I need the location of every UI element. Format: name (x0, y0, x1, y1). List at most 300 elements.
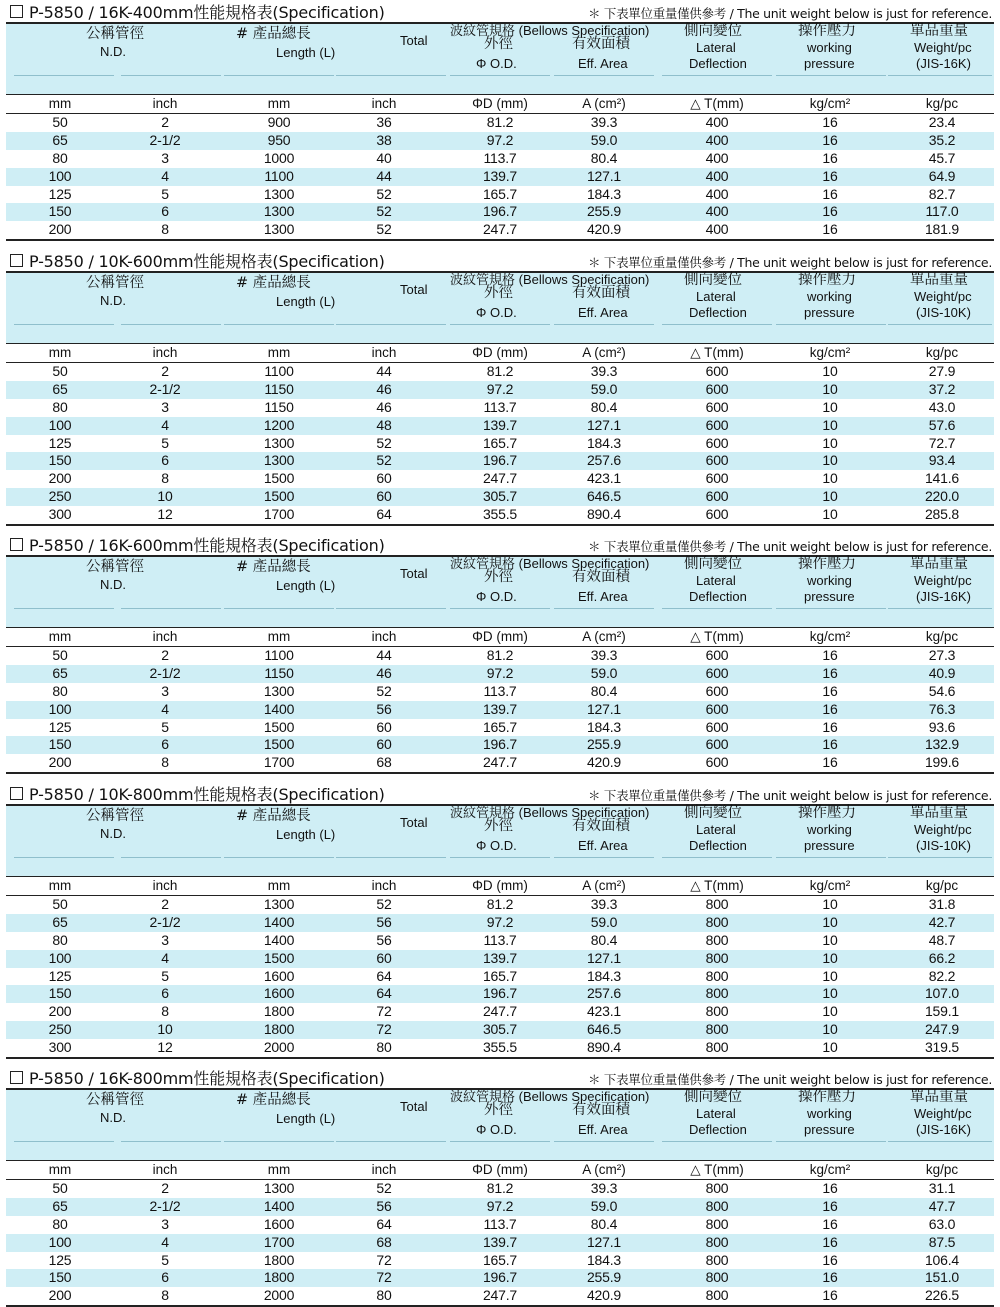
table-cell: 82.2 (928, 967, 956, 984)
table-cell: 355.5 (482, 1039, 518, 1056)
table-cell: 255.9 (586, 1269, 622, 1286)
table-cell: 52 (376, 1180, 392, 1196)
table-cell: 125 (48, 434, 72, 451)
table-cell: 8 (161, 1287, 169, 1304)
table-cell: 3 (161, 149, 169, 166)
table-cell: 44 (376, 363, 392, 379)
table-cell: 66.2 (928, 949, 956, 966)
table-cell: 3 (161, 682, 169, 699)
od-label-en: Φ O.D. (476, 589, 517, 604)
table-cell: 2000 (263, 1287, 295, 1304)
table-cell: 800 (705, 1215, 729, 1232)
table-cell: 81.2 (486, 647, 514, 663)
table-cell: 10 (157, 488, 173, 505)
table-cell: 113.7 (483, 149, 517, 166)
total-label: Total (400, 282, 428, 297)
nominal-label-cn: 公稱管徑 (86, 1092, 144, 1108)
table-cell: 31.1 (928, 1180, 956, 1196)
table-cell: 1800 (263, 1003, 295, 1020)
table-cell: 10 (157, 1021, 173, 1038)
spec-table-block (6, 249, 994, 526)
table-cell: 2-1/2 (149, 1197, 181, 1214)
table-row (6, 452, 994, 470)
nominal-label-cn: 公稱管徑 (86, 559, 144, 575)
table-cell: 80 (376, 1287, 392, 1304)
table-title (10, 782, 385, 805)
reference-note: ＊ 下表單位重量僅供參考 / The unit weight below is just for reference. (588, 1072, 992, 1087)
table-row (6, 381, 994, 399)
table-cell: 36 (376, 114, 392, 130)
table-cell: 80 (52, 682, 68, 699)
table-title (10, 0, 385, 23)
unit-label: △ T(mm) (690, 1162, 744, 1177)
checkbox-icon (10, 5, 23, 18)
table-cell: 37.2 (928, 380, 956, 397)
table-cell: 1150 (264, 398, 294, 415)
table-cell: 127.1 (586, 700, 622, 717)
lateral-label-en1: Lateral (696, 822, 736, 837)
table-row (6, 950, 994, 968)
table-cell: 16 (822, 1233, 838, 1250)
table-title-text: P-5850 / 10K-800mm性能規格表(Specification) (29, 785, 385, 804)
table-cell: 1700 (263, 754, 295, 771)
table-cell: 600 (705, 470, 729, 487)
table-cell: 16 (822, 221, 838, 238)
weight-label-cn: 單品重量 (910, 23, 968, 39)
table-row (6, 168, 994, 186)
table-cell: 12 (157, 1039, 173, 1056)
header-divider (662, 1141, 772, 1142)
checkbox-icon (10, 787, 23, 800)
header-divider (224, 608, 334, 609)
table-row (6, 221, 994, 239)
area-label-cn: 有效面積 (572, 1102, 630, 1118)
table-cell: 23.4 (928, 114, 956, 130)
table-cell: 600 (705, 664, 729, 681)
table-cell: 150 (48, 985, 72, 1002)
table-row (6, 1039, 994, 1057)
table-cell: 800 (705, 1003, 729, 1020)
table-header (6, 804, 994, 876)
header-divider (662, 857, 772, 858)
nominal-label-en: N.D. (100, 826, 126, 841)
header-divider (336, 75, 446, 76)
table-cell: 1300 (263, 896, 295, 912)
units-row (6, 1160, 994, 1180)
length-label-cn: # 產品總長 (236, 275, 311, 291)
table-row (6, 114, 994, 132)
table-cell: 151.0 (924, 1269, 960, 1286)
table-cell: 65 (52, 664, 68, 681)
length-label-en: Length (L) (276, 827, 336, 842)
unit-label: inch (371, 96, 397, 111)
table-cell: 250 (48, 1021, 72, 1038)
table-cell: 890.4 (586, 1039, 622, 1056)
table-title-text: P-5850 / 10K-600mm性能規格表(Specification) (29, 252, 385, 271)
table-cell: 5 (161, 434, 169, 451)
table-cell: 64 (376, 967, 392, 984)
lateral-label-cn: 側向變位 (684, 556, 742, 572)
area-label-en: Eff. Area (578, 305, 628, 320)
nominal-label-en: N.D. (100, 577, 126, 592)
weight-standard: (JIS-16K) (916, 589, 971, 604)
table-cell: 1600 (263, 1215, 295, 1232)
unit-label: mm (48, 878, 72, 893)
table-row (6, 203, 994, 221)
table-cell: 200 (48, 1287, 72, 1304)
table-cell: 39.3 (590, 1180, 618, 1196)
unit-label: △ T(mm) (690, 629, 744, 644)
table-row (6, 399, 994, 417)
table-cell: 1600 (263, 967, 295, 984)
table-cell: 107.0 (924, 985, 960, 1002)
table-cell: 127.1 (586, 167, 622, 184)
table-row (6, 1180, 994, 1198)
table-cell: 800 (705, 1233, 729, 1250)
table-cell: 16 (822, 203, 838, 220)
unit-label: kg/cm² (809, 1162, 851, 1177)
table-cell: 57.6 (928, 416, 956, 433)
table-row (6, 1252, 994, 1270)
weight-label-en: Weight/pc (914, 40, 972, 55)
table-cell: 42.7 (928, 913, 956, 930)
table-cell: 800 (705, 1039, 729, 1056)
table-cell: 10 (822, 949, 838, 966)
nominal-label-en: N.D. (100, 1110, 126, 1125)
table-cell: 65 (52, 913, 68, 930)
table-cell: 10 (822, 1003, 838, 1020)
table-cell: 65 (52, 1197, 68, 1214)
table-cell: 97.2 (486, 1197, 514, 1214)
lateral-label-en1: Lateral (696, 289, 736, 304)
table-cell: 1800 (263, 1269, 295, 1286)
weight-label-en: Weight/pc (914, 573, 972, 588)
table-cell: 600 (705, 398, 729, 415)
table-cell: 600 (705, 434, 729, 451)
table-body (6, 1180, 994, 1307)
table-cell: 600 (705, 682, 729, 699)
header-divider (450, 608, 550, 609)
unit-label: A (cm²) (582, 629, 626, 644)
table-title (10, 533, 385, 556)
table-title-text: P-5850 / 16K-600mm性能規格表(Specification) (29, 536, 385, 555)
table-cell: 16 (822, 167, 838, 184)
table-cell: 800 (705, 1251, 729, 1268)
unit-label: inch (152, 1162, 178, 1177)
units-row (6, 627, 994, 647)
area-label-en: Eff. Area (578, 838, 628, 853)
table-cell: 50 (52, 647, 68, 663)
table-row (6, 1216, 994, 1234)
table-cell: 1400 (263, 931, 295, 948)
table-cell: 93.4 (928, 452, 956, 469)
table-cell: 1400 (263, 1197, 295, 1214)
table-cell: 97.2 (486, 913, 514, 930)
pressure-label-en1: working (807, 822, 852, 837)
table-cell: 200 (48, 221, 72, 238)
table-cell: 10 (822, 470, 838, 487)
nominal-label-cn: 公稱管徑 (86, 808, 144, 824)
table-cell: 10 (822, 452, 838, 469)
area-label-cn: 有效面積 (572, 285, 630, 301)
table-cell: 196.7 (482, 736, 518, 753)
table-cell: 400 (705, 167, 729, 184)
table-cell: 165.7 (482, 185, 518, 202)
table-row (6, 701, 994, 719)
table-cell: 80 (52, 1215, 68, 1232)
table-cell: 10 (822, 380, 838, 397)
lateral-label-en1: Lateral (696, 573, 736, 588)
table-cell: 39.3 (590, 647, 618, 663)
reference-note: ＊ 下表單位重量僅供參考 / The unit weight below is just for reference. (588, 255, 992, 270)
table-cell: 43.0 (928, 398, 956, 415)
header-divider (554, 324, 654, 325)
table-cell: 4 (161, 949, 169, 966)
table-cell: 2 (161, 647, 169, 663)
table-cell: 48 (376, 416, 392, 433)
table-cell: 247.7 (482, 1287, 518, 1304)
table-cell: 16 (822, 1180, 838, 1196)
table-cell: 600 (705, 488, 729, 505)
area-label-cn: 有效面積 (572, 36, 630, 52)
pressure-label-cn: 操作壓力 (798, 272, 856, 288)
table-cell: 16 (822, 700, 838, 717)
table-cell: 16 (822, 718, 838, 735)
lateral-label-cn: 側向變位 (684, 1089, 742, 1105)
table-cell: 8 (161, 754, 169, 771)
table-cell: 6 (161, 452, 169, 469)
table-cell: 59.0 (590, 380, 618, 397)
table-cell: 56 (376, 913, 392, 930)
unit-label: kg/pc (925, 1162, 959, 1177)
unit-label: inch (371, 1162, 397, 1177)
header-divider (776, 75, 886, 76)
table-cell: 125 (48, 1251, 72, 1268)
table-row (6, 719, 994, 737)
area-label-en: Eff. Area (578, 56, 628, 71)
table-cell: 81.2 (486, 363, 514, 379)
table-row (6, 506, 994, 524)
table-cell: 400 (705, 149, 729, 166)
unit-label: kg/pc (925, 629, 959, 644)
unit-label: mm (267, 629, 291, 644)
table-cell: 52 (376, 896, 392, 912)
table-cell: 8 (161, 1003, 169, 1020)
table-cell: 646.5 (586, 488, 622, 505)
table-cell: 420.9 (586, 1287, 622, 1304)
bellows-spec-label: 波紋管規格 (Bellows Specification) (450, 556, 650, 571)
table-cell: 12 (157, 506, 173, 523)
header-divider (14, 1141, 114, 1142)
header-divider (554, 1141, 654, 1142)
table-cell: 10 (822, 985, 838, 1002)
table-cell: 184.3 (586, 185, 622, 202)
table-cell: 6 (161, 1269, 169, 1286)
pressure-label-en2: pressure (804, 305, 855, 320)
table-cell: 127.1 (586, 949, 622, 966)
table-cell: 2 (161, 114, 169, 130)
table-header (6, 271, 994, 343)
table-title-row (6, 0, 994, 22)
spec-table-block (6, 533, 994, 774)
table-title (10, 249, 385, 272)
table-cell: 5 (161, 185, 169, 202)
table-cell: 950 (267, 131, 291, 148)
table-cell: 93.6 (928, 718, 956, 735)
table-cell: 39.3 (590, 896, 618, 912)
table-cell: 16 (822, 149, 838, 166)
table-cell: 72 (376, 1021, 392, 1038)
length-label-cn: # 產品總長 (236, 559, 311, 575)
table-cell: 2-1/2 (149, 664, 181, 681)
table-title-row (6, 249, 994, 271)
table-cell: 800 (705, 1269, 729, 1286)
table-cell: 1000 (263, 149, 295, 166)
table-row (6, 754, 994, 772)
table-row (6, 470, 994, 488)
table-cell: 45.7 (928, 149, 956, 166)
pressure-label-en2: pressure (804, 56, 855, 71)
table-cell: 100 (48, 1233, 72, 1250)
table-cell: 255.9 (586, 736, 622, 753)
table-cell: 35.2 (928, 131, 956, 148)
table-cell: 56 (376, 700, 392, 717)
unit-label: inch (152, 345, 178, 360)
lateral-label-en2: Deflection (689, 838, 747, 853)
table-cell: 125 (48, 967, 72, 984)
area-label-cn: 有效面積 (572, 818, 630, 834)
unit-label: △ T(mm) (690, 345, 744, 360)
table-cell: 16 (822, 736, 838, 753)
table-cell: 6 (161, 736, 169, 753)
header-divider (888, 75, 992, 76)
pressure-label-en1: working (807, 573, 852, 588)
length-label-cn: # 產品總長 (236, 26, 311, 42)
header-divider (121, 75, 221, 76)
table-cell: 400 (705, 221, 729, 238)
table-cell: 800 (705, 949, 729, 966)
table-cell: 165.7 (482, 967, 518, 984)
table-cell: 1500 (263, 470, 295, 487)
weight-label-cn: 單品重量 (910, 272, 968, 288)
unit-label: kg/cm² (809, 96, 851, 111)
unit-label: mm (267, 878, 291, 893)
header-divider (450, 324, 550, 325)
pressure-label-en2: pressure (804, 589, 855, 604)
table-header (6, 22, 994, 94)
table-cell: 1500 (263, 736, 295, 753)
table-cell: 247.7 (482, 221, 518, 238)
table-cell: 113.7 (483, 682, 517, 699)
table-cell: 600 (705, 718, 729, 735)
table-cell: 1300 (263, 203, 295, 220)
total-label: Total (400, 33, 428, 48)
table-header (6, 1088, 994, 1160)
pressure-label-cn: 操作壓力 (798, 1089, 856, 1105)
header-divider (776, 324, 886, 325)
od-label-en: Φ O.D. (476, 838, 517, 853)
table-cell: 1500 (263, 488, 295, 505)
table-cell: 255.9 (586, 203, 622, 220)
table-cell: 184.3 (586, 967, 622, 984)
header-divider (121, 608, 221, 609)
reference-note: ＊ 下表單位重量僅供參考 / The unit weight below is just for reference. (588, 6, 992, 21)
table-cell: 80 (376, 1039, 392, 1056)
unit-label: inch (371, 629, 397, 644)
table-cell: 97.2 (486, 380, 514, 397)
table-cell: 800 (705, 985, 729, 1002)
spec-table-block (6, 0, 994, 241)
table-cell: 646.5 (586, 1021, 622, 1038)
header-divider (888, 324, 992, 325)
units-row (6, 876, 994, 896)
table-cell: 600 (705, 700, 729, 717)
table-cell: 38 (376, 131, 392, 148)
table-cell: 106.4 (924, 1251, 960, 1268)
table-cell: 81.2 (486, 114, 514, 130)
table-row (6, 1287, 994, 1305)
od-label-cn: 外徑 (484, 1102, 513, 1118)
table-cell: 139.7 (482, 167, 518, 184)
table-cell: 16 (822, 1215, 838, 1232)
table-cell: 600 (705, 363, 729, 379)
unit-label: A (cm²) (582, 878, 626, 893)
weight-label-cn: 單品重量 (910, 1089, 968, 1105)
table-cell: 139.7 (482, 949, 518, 966)
table-row (6, 932, 994, 950)
table-cell: 3 (161, 1215, 169, 1232)
table-cell: 4 (161, 700, 169, 717)
table-cell: 52 (376, 185, 392, 202)
table-cell: 141.6 (924, 470, 960, 487)
unit-label: △ T(mm) (690, 96, 744, 111)
table-cell: 46 (376, 380, 392, 397)
table-cell: 10 (822, 434, 838, 451)
table-row (6, 435, 994, 453)
table-cell: 80.4 (590, 1215, 618, 1232)
table-cell: 150 (48, 736, 72, 753)
unit-label: kg/pc (925, 96, 959, 111)
total-label: Total (400, 566, 428, 581)
lateral-label-en2: Deflection (689, 56, 747, 71)
table-row (6, 896, 994, 914)
table-cell: 247.7 (482, 1003, 518, 1020)
table-cell: 1300 (263, 682, 295, 699)
table-cell: 100 (48, 700, 72, 717)
table-row (6, 417, 994, 435)
table-row (6, 488, 994, 506)
header-divider (14, 608, 114, 609)
table-cell: 139.7 (482, 700, 518, 717)
table-cell: 150 (48, 203, 72, 220)
table-cell: 305.7 (482, 1021, 518, 1038)
header-divider (554, 608, 654, 609)
unit-label: ΦD (mm) (472, 878, 528, 893)
table-row (6, 914, 994, 932)
table-row (6, 968, 994, 986)
header-divider (776, 608, 886, 609)
table-cell: 10 (822, 363, 838, 379)
unit-label: mm (267, 96, 291, 111)
bellows-spec-label: 波紋管規格 (Bellows Specification) (450, 805, 650, 820)
table-cell: 200 (48, 754, 72, 771)
area-label-en: Eff. Area (578, 589, 628, 604)
unit-label: inch (152, 96, 178, 111)
header-divider (336, 857, 446, 858)
area-label-en: Eff. Area (578, 1122, 628, 1137)
table-cell: 196.7 (482, 452, 518, 469)
table-cell: 80 (52, 149, 68, 166)
